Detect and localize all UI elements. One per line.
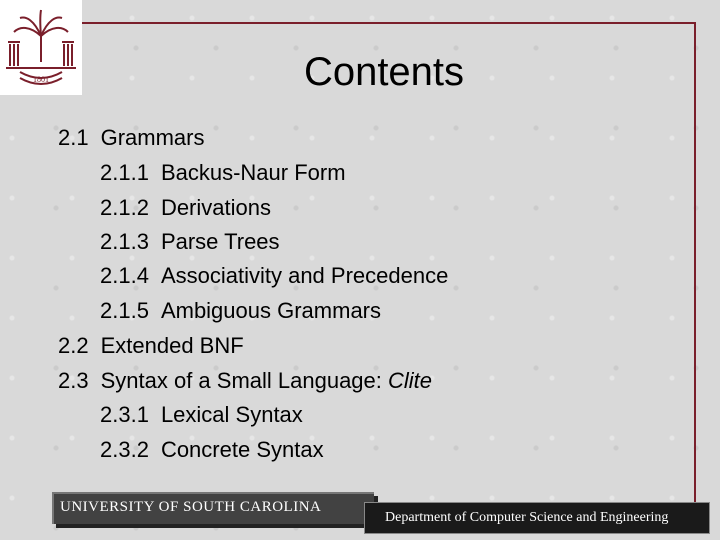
toc-item-text: Lexical Syntax xyxy=(160,402,303,427)
toc-item-text: Grammars xyxy=(100,125,205,150)
toc-item xyxy=(100,298,381,324)
toc-item-text: Extended BNF xyxy=(100,333,244,358)
toc-item xyxy=(58,333,244,359)
slide-title: Contents xyxy=(303,50,465,94)
logo-year-text: 1801 xyxy=(33,75,49,84)
toc-item-number: 2.2 xyxy=(58,333,89,358)
university-banner xyxy=(52,492,374,524)
toc-item-number: 2.1.5 xyxy=(100,298,149,323)
toc-item-number: 2.1.4 xyxy=(100,263,149,288)
university-logo xyxy=(0,0,82,95)
toc-item xyxy=(58,125,204,151)
toc-item-number: 2.1 xyxy=(58,125,89,150)
toc-item-text: Associativity and Precedence xyxy=(160,263,449,288)
palmetto-seal-icon xyxy=(0,0,82,95)
department-banner xyxy=(364,502,710,534)
toc-item-number: 2.1.3 xyxy=(100,229,149,254)
toc-item-text: Syntax of a Small Language: xyxy=(100,368,389,393)
frame-right-rule xyxy=(694,22,696,502)
department-name: Department of Computer Science and Engineering xyxy=(385,510,669,525)
frame-top-rule xyxy=(82,22,696,24)
toc-item xyxy=(100,229,280,255)
toc-item-text: Backus-Naur Form xyxy=(160,160,346,185)
toc-item-number: 2.1.2 xyxy=(100,195,149,220)
toc-item xyxy=(100,263,448,289)
toc-item xyxy=(58,368,432,394)
toc-item-number: 2.3.1 xyxy=(100,402,149,427)
toc-item-number: 2.3 xyxy=(58,368,89,393)
toc-item-text: Parse Trees xyxy=(160,229,280,254)
toc-item xyxy=(100,160,346,186)
toc-item-italic-text: Clite xyxy=(388,368,433,393)
toc-item-text: Ambiguous Grammars xyxy=(160,298,382,323)
toc-item-number: 2.3.2 xyxy=(100,437,149,462)
toc-item-text: Derivations xyxy=(160,195,271,220)
university-name: UNIVERSITY OF SOUTH CAROLINA xyxy=(60,499,322,515)
toc-item xyxy=(100,402,303,428)
toc-item-text: Concrete Syntax xyxy=(160,437,324,462)
toc-item xyxy=(100,195,271,221)
toc-item xyxy=(100,437,324,463)
toc-item-number: 2.1.1 xyxy=(100,160,149,185)
